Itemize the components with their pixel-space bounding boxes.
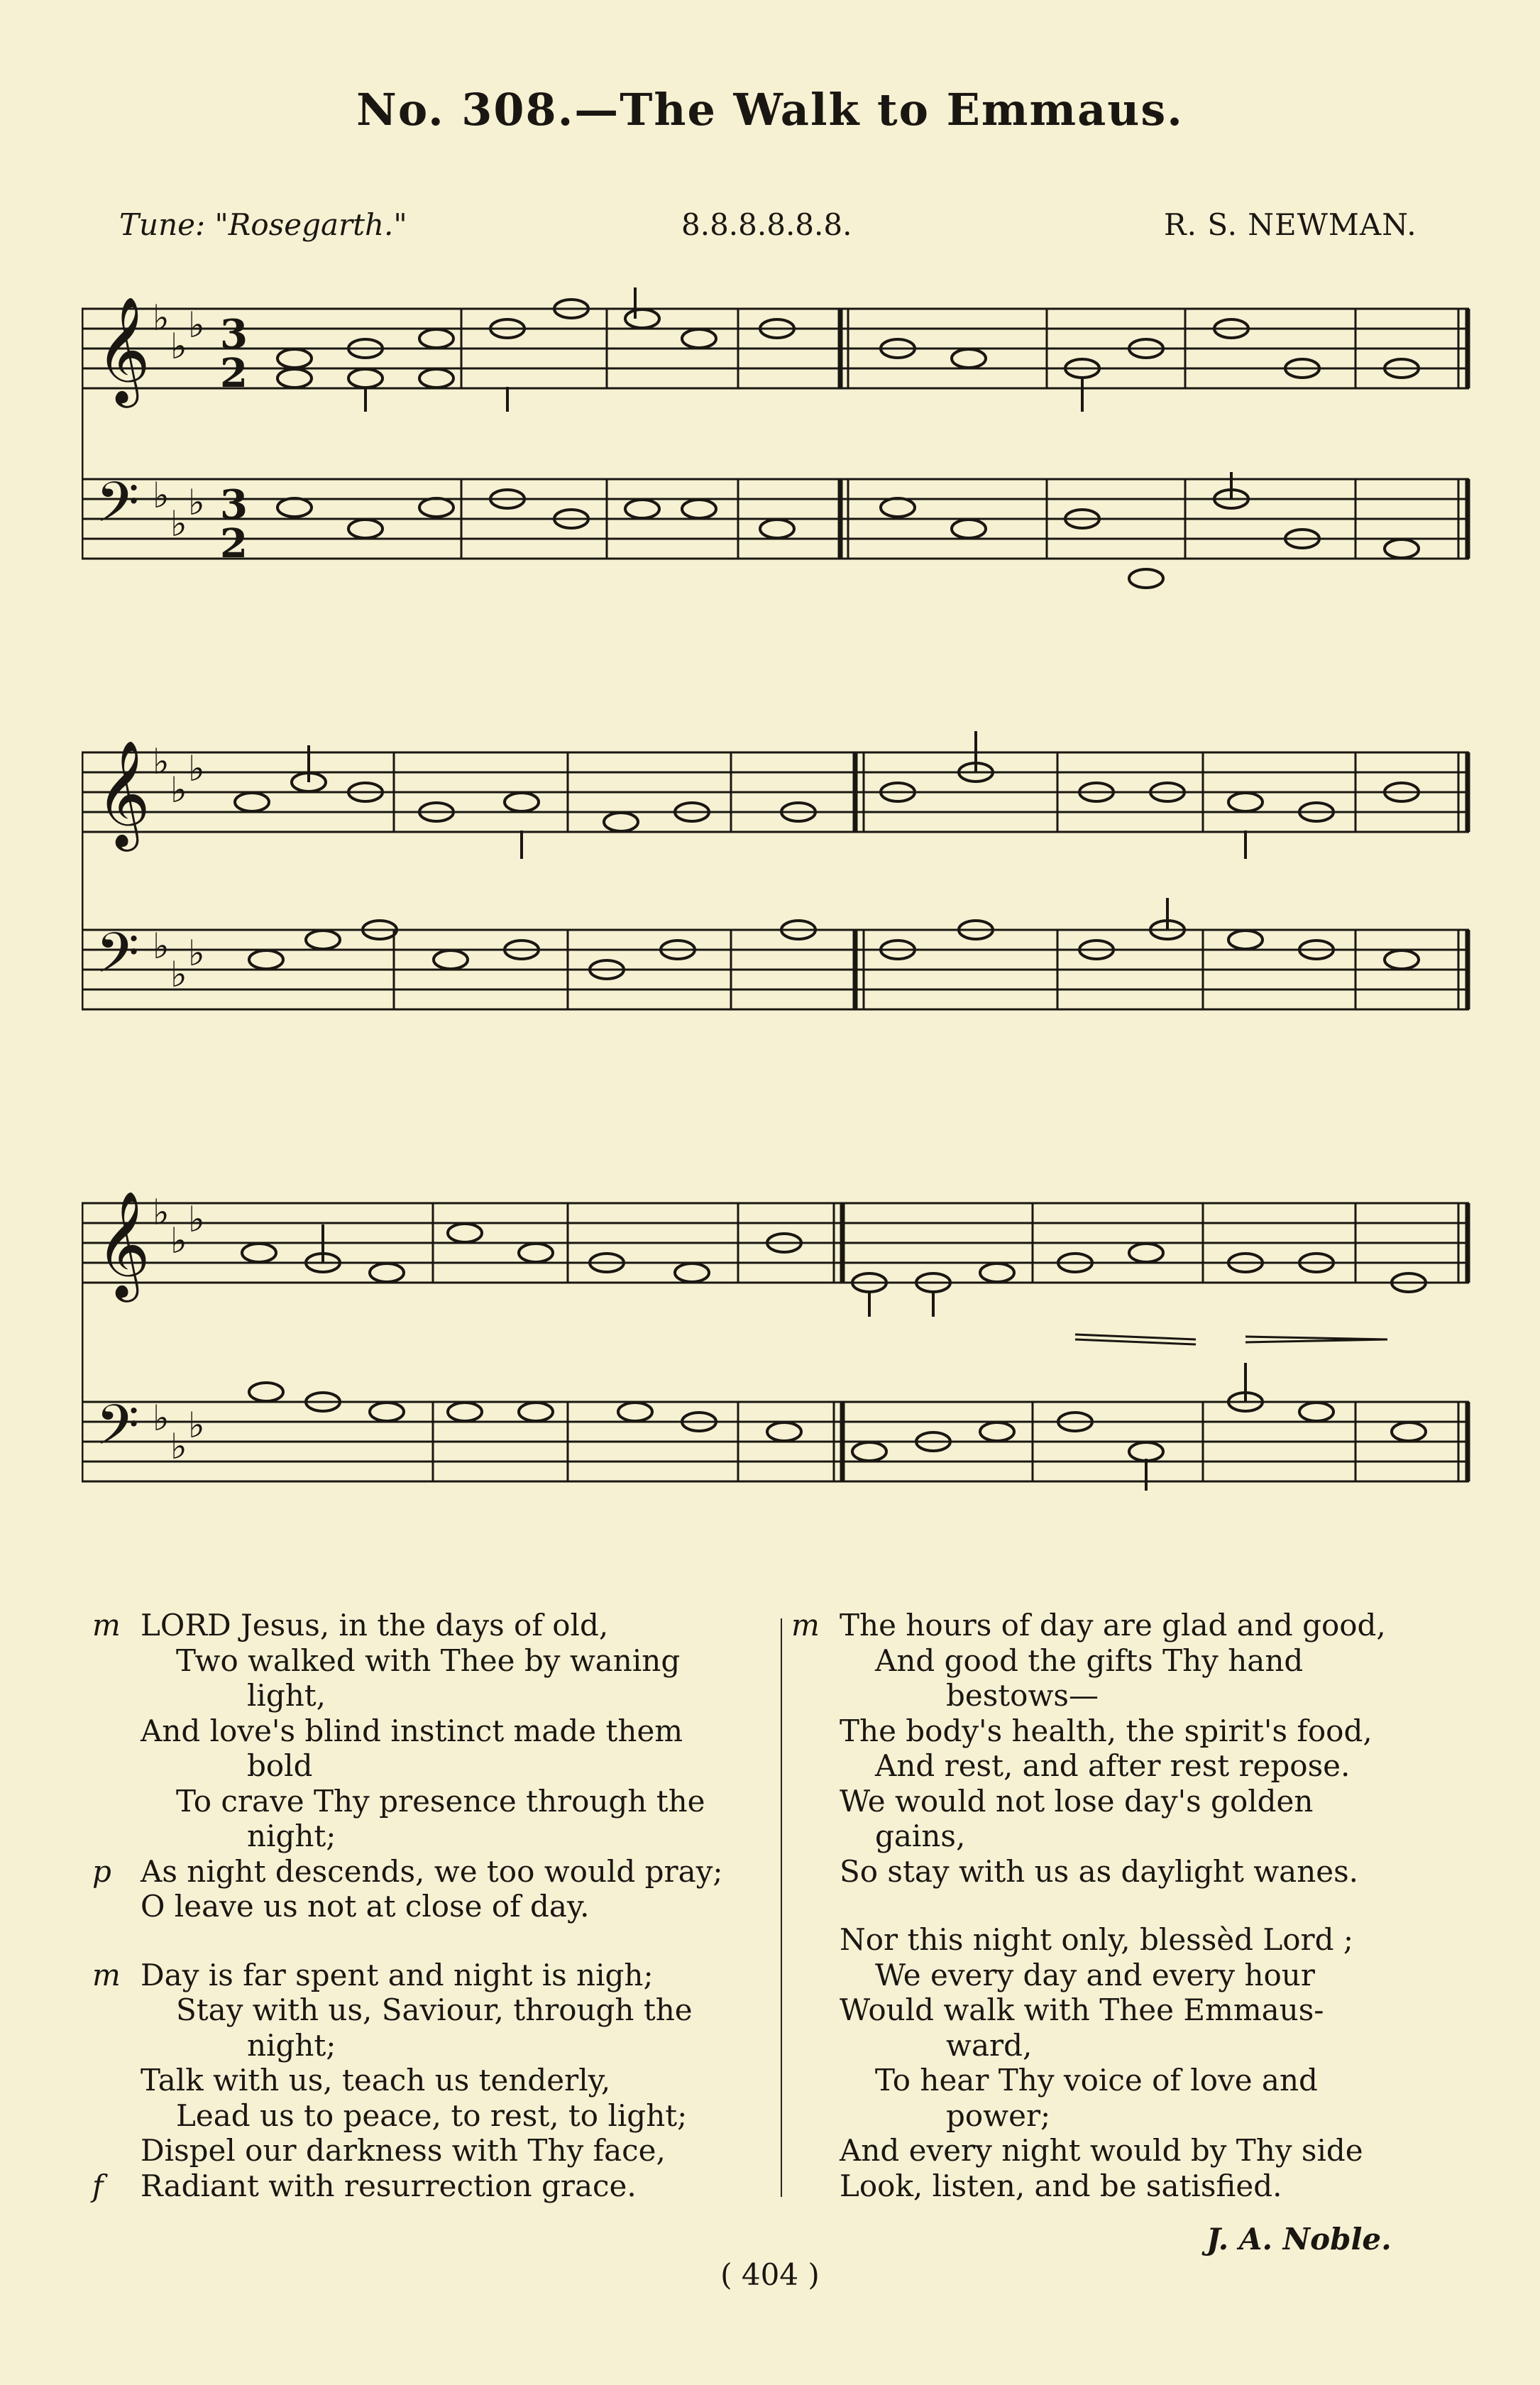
svg-text:𝄞: 𝄞 [96, 295, 150, 403]
verse-line [791, 1958, 1483, 1993]
svg-text:♭: ♭ [188, 1199, 205, 1240]
verse-text: To crave Thy presence through the [176, 1783, 705, 1819]
verse-line [791, 1922, 1483, 1958]
page-number: ( 404 ) [720, 2257, 820, 2292]
svg-text:𝄢: 𝄢 [96, 921, 140, 999]
verses-right-column [791, 1608, 1483, 2237]
verse-line [791, 2063, 1483, 2098]
verse-text: The hours of day are glad and good, [840, 1608, 1386, 1643]
verse-text: Talk with us, teach us tenderly, [141, 2063, 611, 2098]
verse-text: And good the gifts Thy hand [875, 1643, 1304, 1678]
verse-text: bold [247, 1748, 313, 1783]
svg-text:♭: ♭ [170, 769, 187, 811]
verse-line [92, 1992, 766, 2028]
verse-line [92, 1958, 766, 1993]
verse-line [791, 1819, 1483, 1854]
verse-text: The body's health, the spirit's food, [840, 1713, 1373, 1748]
verse-line [92, 2098, 766, 2134]
verse-line [92, 1784, 766, 1819]
verse-line [791, 1992, 1483, 2028]
verse-line [791, 2169, 1483, 2204]
music-system-1 [82, 287, 1480, 600]
svg-text:♭: ♭ [170, 954, 187, 995]
verse-line [791, 1854, 1483, 1890]
verse-text: bestows— [946, 1678, 1099, 1713]
verse-line [92, 1854, 766, 1890]
verse-text: Two walked with Thee by waning [176, 1643, 681, 1678]
verse-text: power; [946, 2098, 1051, 2133]
verse-line [92, 2028, 766, 2063]
verse-text: And every night would by Thy side [840, 2133, 1363, 2168]
verse-text: We every day and every hour [875, 1957, 1315, 1992]
verse-line [92, 1678, 766, 1714]
stanza-1 [92, 1608, 766, 1924]
hymn-author: J. A. Noble. [1206, 2222, 1392, 2257]
svg-text:𝄢: 𝄢 [96, 471, 140, 549]
verse-line [791, 1678, 1483, 1714]
verse-text: ward, [946, 2027, 1033, 2063]
verse-line [791, 1784, 1483, 1819]
svg-text:♭: ♭ [188, 482, 205, 523]
verses-left-column [92, 1608, 766, 2237]
composer: R. S. NEWMAN. [1164, 207, 1417, 242]
verse-line [92, 1643, 766, 1679]
svg-text:2: 2 [220, 520, 248, 567]
verse-line [92, 1819, 766, 1854]
verse-text: gains, [875, 1819, 966, 1853]
hymn-title: No. 308.—The Walk to Emmaus. [356, 84, 1184, 136]
verse-text: Stay with us, Saviour, through the [176, 1992, 693, 2027]
svg-text:♭: ♭ [170, 1426, 187, 1467]
svg-text:♭: ♭ [153, 1398, 170, 1439]
svg-text:♭: ♭ [170, 326, 187, 367]
verse-line [92, 1889, 766, 1924]
stanza-3 [791, 1608, 1483, 1889]
stanza-2 [92, 1958, 766, 2204]
tune-name: Tune: "Rosegarth." [119, 207, 407, 242]
svg-text:2: 2 [220, 350, 248, 397]
verse-line [92, 1748, 766, 1784]
verse-line [92, 1714, 766, 1749]
verse-line [92, 2063, 766, 2098]
svg-text:♭: ♭ [188, 305, 205, 346]
verse-text: night; [247, 2027, 336, 2063]
svg-text:♭: ♭ [188, 1405, 205, 1446]
metre: 8.8.8.8.8.8. [681, 207, 852, 242]
dynamic-mark: f [92, 2168, 104, 2203]
stanza-4 [791, 1922, 1483, 2203]
svg-text:♭: ♭ [153, 741, 170, 782]
dynamic-mark: p [92, 1853, 111, 1889]
svg-text:♭: ♭ [153, 1192, 170, 1233]
svg-text:3: 3 [220, 311, 248, 358]
music-score-system-2 [82, 717, 1480, 1051]
verse-line [791, 1643, 1483, 1679]
verse-line [791, 1608, 1483, 1643]
verse-text: night; [247, 1819, 336, 1853]
svg-text:𝄞: 𝄞 [96, 1190, 150, 1298]
svg-text:𝄞: 𝄞 [96, 739, 150, 847]
svg-text:♭: ♭ [188, 748, 205, 789]
verse-text: LORD Jesus, in the days of old, [141, 1608, 609, 1643]
svg-text:♭: ♭ [170, 503, 187, 544]
svg-text:♭: ♭ [153, 926, 170, 967]
music-score-system-3 [82, 1175, 1480, 1530]
verse-text: Nor this night only, blessèd Lord ; [840, 1922, 1354, 1957]
verse-text: Radiant with resurrection grace. [141, 2168, 637, 2203]
verse-line [92, 2133, 766, 2169]
svg-text:𝄢: 𝄢 [96, 1393, 140, 1471]
verse-text: Would walk with Thee Emmaus- [840, 1992, 1324, 2027]
verse-text: O leave us not at close of day. [141, 1889, 590, 1924]
svg-text:♭: ♭ [153, 297, 170, 339]
music-system-3 [82, 1175, 1480, 1530]
svg-text:3: 3 [220, 481, 248, 528]
verse-line [791, 1714, 1483, 1749]
verse-line [92, 1608, 766, 1643]
verse-text: To hear Thy voice of love and [875, 2063, 1318, 2098]
svg-text:♭: ♭ [170, 1220, 187, 1261]
column-divider [781, 1618, 782, 2197]
verse-text: light, [247, 1678, 326, 1713]
verse-line [791, 2133, 1483, 2169]
verse-line [791, 1748, 1483, 1784]
svg-text:♭: ♭ [188, 933, 205, 974]
verse-line [791, 2098, 1483, 2134]
verse-text: As night descends, we too would pray; [141, 1853, 723, 1889]
verse-text: Lead us to peace, to rest, to light; [176, 2098, 688, 2133]
verse-text: We would not lose day's golden [840, 1783, 1314, 1819]
verse-text: Dispel our darkness with Thy face, [141, 2133, 666, 2168]
verse-text: So stay with us as daylight wanes. [840, 1853, 1359, 1889]
dynamic-mark: m [92, 1608, 121, 1643]
verse-line [791, 2028, 1483, 2063]
verse-text: Day is far spent and night is nigh; [141, 1957, 654, 1992]
verse-text: And rest, and after rest repose. [875, 1748, 1351, 1783]
verse-text: And love's blind instinct made them [141, 1713, 683, 1748]
dynamic-mark: m [791, 1608, 820, 1643]
music-system-2 [82, 717, 1480, 1051]
dynamic-mark: m [92, 1957, 121, 1992]
svg-text:♭: ♭ [153, 475, 170, 516]
verse-text: Look, listen, and be satisfied. [840, 2168, 1282, 2203]
music-score-system-1 [82, 287, 1480, 600]
verse-line [92, 2169, 766, 2204]
